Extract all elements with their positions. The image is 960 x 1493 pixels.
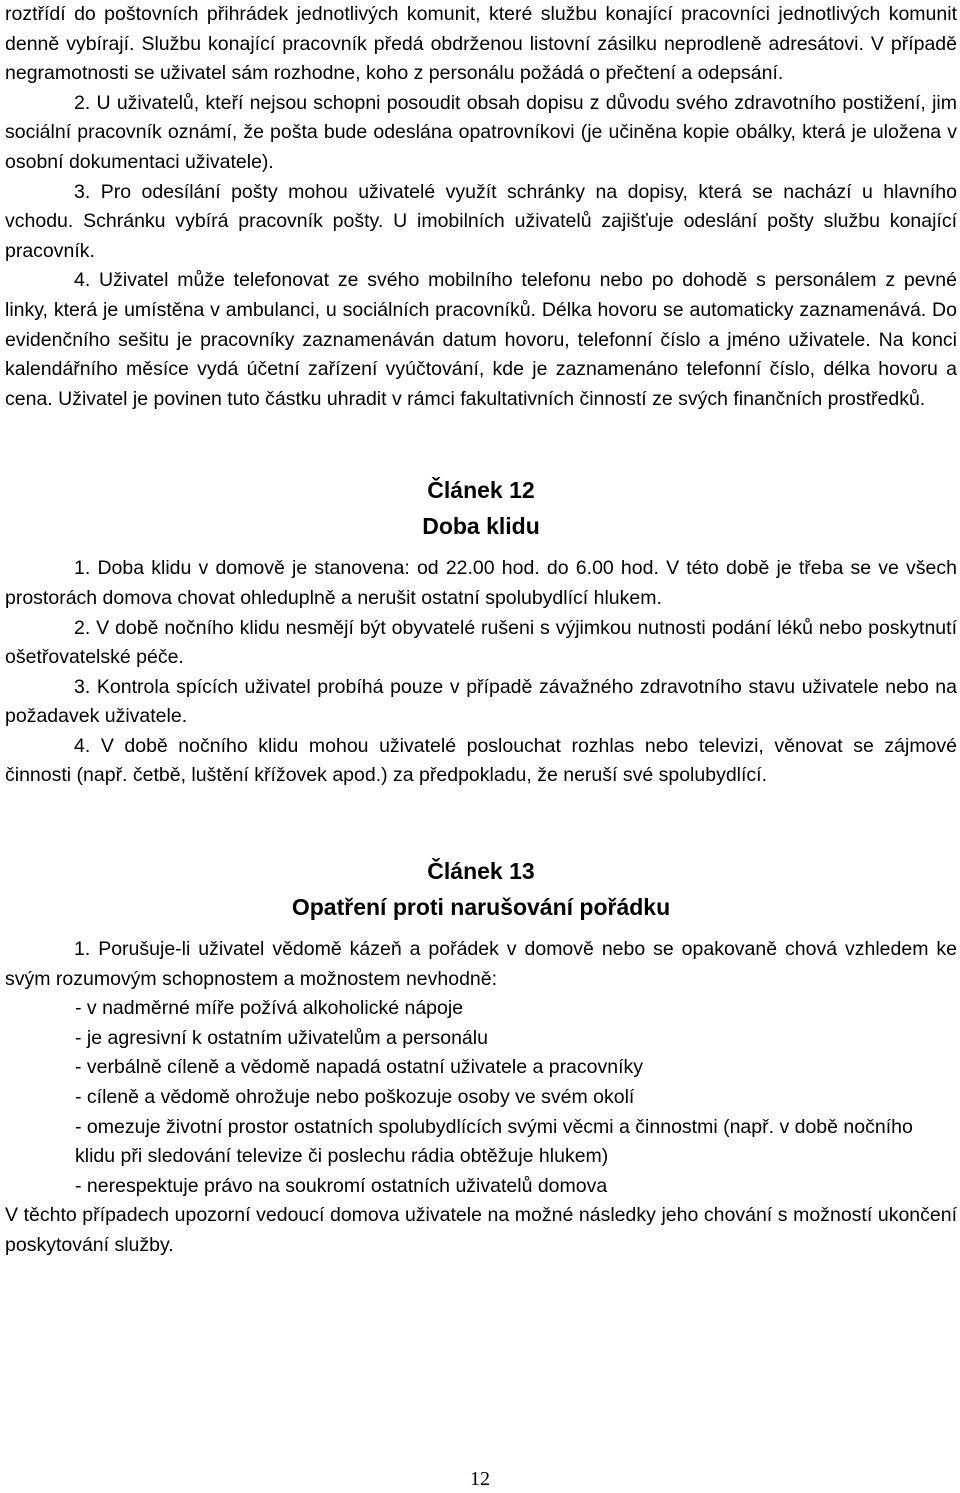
article-12-paragraph-2: 2. V době nočního klidu nesmějí být obyvatelé rušeni s výjimkou nutnosti podání léků nebo poskytnutí ošetřovatelské péče. [5, 616, 957, 669]
article-12-paragraph-4: 4. V době nočního klidu mohou uživatelé poslouchat rozhlas nebo televizi, věnovat se zájmové činnosti (např. četbě, luštění křížovek apod.) za předpokladu, že neruší své spolubydlící. [5, 734, 957, 787]
article-13-number: Článek 13 [427, 858, 535, 885]
article-12-number: Článek 12 [427, 477, 535, 504]
article-12 [5, 472, 957, 791]
list-item: - nerespektuje právo na soukromí ostatních uživatelů domova [75, 1174, 608, 1197]
paragraph-intro-3: 3. Pro odesílání pošty mohou uživatelé využít schránky na dopisy, která se nachází u hlavního vchodu. Schránku vybírá pracovník pošty. U imobilních uživatelů zajišťuje odeslání pošty službu konající pracovník. [5, 180, 957, 262]
article-13-closing: V těchto případech upozorní vedoucí domova uživatele na možné následky jeho chování s možností ukončení poskytování služby. [5, 1204, 957, 1256]
list-item: - omezuje životní prostor ostatních spolubydlících svými věcmi a činnostmi (např. v době nočního klidu při sledování televize či poslechu rádia obtěžuje hlukem) [75, 1115, 913, 1168]
list-item: - je agresivní k ostatním uživatelům a personálu [75, 1026, 488, 1049]
article-13-paragraph-1: 1. Porušuje-li uživatel vědomě kázeň a pořádek v domově nebo se opakovaně chová vzhledem ke svým rozumovým schopnostem a možnostem nevhodně: [5, 938, 957, 990]
article-13-title: Opatření proti narušování pořádku [291, 894, 671, 921]
list-item: - verbálně cíleně a vědomě napadá ostatní uživatele a pracovníky [75, 1056, 644, 1079]
paragraph-intro-4: 4. Uživatel může telefonovat ze svého mobilního telefonu nebo po dohodě s personálem z pevné linky, která je umístěna v ambulanci, u sociálních pracovníků. Délka hovoru se automaticky zaznamenává. Do evidenčního sešitu je pracovníky zaznamenáván datum hovoru, telefonní číslo a jméno uživatele. Na konci kalendářního měsíce vydá účetní zařízení vyúčtování, kde je zaznamenáno telefonní číslo, délka hovoru a cena. Uživatel je povinen tuto částku uhradit v rámci fakultativních činností ze svých finančních prostředků. [5, 269, 957, 410]
page-number: 12 [470, 1468, 490, 1490]
article-12-paragraph-1: 1. Doba klidu v domově je stanovena: od 22.00 hod. do 6.00 hod. V této době je třeba se ve všech prostorách domova chovat ohleduplně a nerušit ostatní spolubydlící hlukem. [5, 557, 957, 609]
article-12-title: Doba klidu [422, 513, 540, 540]
paragraph-intro-1: roztřídí do poštovních přihrádek jednotlivých komunit, které službu konající pracovníci jednotlivých komunit denně vybírají. Službu konající pracovník předá obdrženou listovní zásilku neprodleně adresátovi. V případě negramotnosti se uživatel sám rozhodne, koho z personálu požádá o přečtení a odepsání. [5, 3, 957, 85]
article-12-paragraph-3: 3. Kontrola spících uživatel probíhá pouze v případě závažného zdravotního stavu uživatele nebo na požadavek uživatele. [5, 675, 957, 728]
article-13 [5, 853, 957, 1261]
document-page [5, 0, 957, 1261]
list-item: - v nadměrné míře požívá alkoholické nápoje [75, 997, 464, 1020]
list-item: - cíleně a vědomě ohrožuje nebo poškozuje osoby ve svém okolí [75, 1086, 635, 1109]
paragraph-intro-2: 2. U uživatelů, kteří nejsou schopni posoudit obsah dopisu z důvodu svého zdravotního postižení, jim sociální pracovník oznámí, že pošta bude odeslána opatrovníkovi (je učiněna kopie obálky, která je uložena v osobní dokumentaci uživatele). [5, 91, 957, 173]
